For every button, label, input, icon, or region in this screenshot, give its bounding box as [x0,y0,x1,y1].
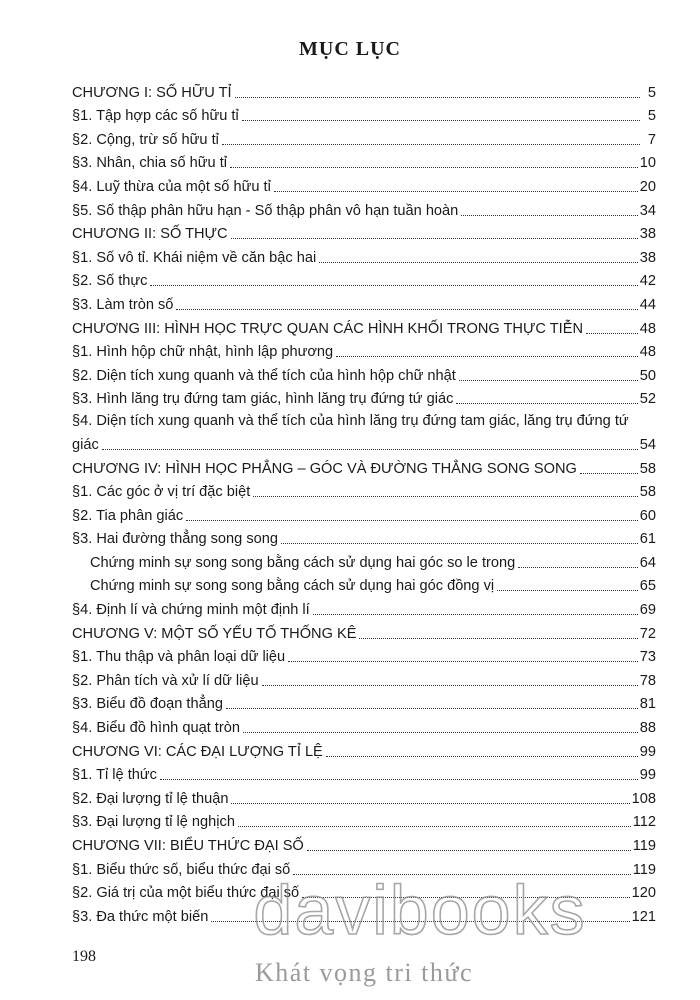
toc-entry [72,454,656,478]
leader-dots [238,825,631,827]
toc-entry [72,478,656,502]
toc-entry-label: §1. Các góc ở vị trí đặc biệt [72,484,251,501]
toc-entry-page: 52 [639,391,656,408]
toc-entry-page: 72 [639,625,656,642]
toc-entry-label: §3. Đại lượng tỉ lệ nghịch [72,814,235,831]
toc-entry [72,690,656,714]
leader-dots [586,332,638,334]
toc-entry [72,149,656,173]
toc-entry [72,196,656,220]
toc-entry [72,172,656,196]
toc-entry-page: 48 [639,320,656,337]
toc-part-2 [72,454,656,926]
toc-entry-label: CHƯƠNG V: MỘT SỐ YẾU TỐ THỐNG KÊ [72,625,357,642]
toc-entry-page: 121 [631,908,656,925]
toc-entry-label: §2. Cộng, trừ số hữu tỉ [72,131,219,148]
toc-entry-page: 60 [639,507,656,524]
leader-dots [456,402,637,404]
leader-dots [235,96,640,98]
leader-dots [253,495,637,497]
page-title: MỤC LỤC [299,38,401,60]
toc-entry-page: 81 [639,696,656,713]
toc-entry [72,643,656,667]
toc-entry [72,102,656,126]
toc-entry-label: §1. Biểu thức số, biểu thức đại số [72,861,291,878]
leader-dots [176,308,637,310]
toc-entry-label: §4. Biểu đồ hình quạt tròn [72,720,240,737]
toc-entry-label: §3. Nhân, chia số hữu tỉ [72,155,227,172]
toc-entry [72,595,656,619]
toc-entry-label: §3. Biểu đồ đoạn thẳng [72,696,223,713]
toc-entry [72,666,656,690]
toc-entry-label: Chứng minh sự song song bằng cách sử dụng hai góc đồng vị [90,578,495,595]
toc-entry [72,290,656,314]
toc-entry-page: 119 [632,838,656,854]
toc-entry [72,314,656,338]
toc-entry [72,737,656,761]
leader-dots [359,637,637,639]
toc-entry-label: CHƯƠNG VII: BIỂU THỨC ĐẠI SỐ [72,838,304,854]
toc-entry-label: CHƯƠNG III: HÌNH HỌC TRỰC QUAN CÁC HÌNH KHỐI TRONG THỰC TIỄN [72,320,583,337]
toc-entry-page: 99 [639,767,656,784]
toc-entry-page: 120 [631,885,656,902]
leader-dots [461,214,637,216]
toc-entry-label: §1. Hình hộp chữ nhật, hình lập phương [72,344,334,361]
toc-entry-label-line2: giác [72,436,99,453]
toc-entry-label: CHƯƠNG IV: HÌNH HỌC PHẲNG – GÓC VÀ ĐƯỜNG THẲNG SONG SONG [72,460,577,477]
toc-entry-page: 5 [647,84,656,101]
leader-dots [160,778,638,780]
leader-dots [230,166,638,168]
toc-entry-label: §3. Đa thức một biến [72,908,209,925]
toc-entry-label: §2. Đại lượng tỉ lệ thuận [72,790,229,807]
leader-dots [231,802,629,804]
toc-entry [72,243,656,267]
toc-entry [72,619,656,643]
toc-entry-page: 42 [639,273,656,290]
toc-entry-label: §2. Số thực [72,273,148,290]
toc-entry [72,385,656,409]
toc-entry-page: 48 [639,344,656,361]
page-number: 198 [72,948,96,965]
leader-dots [231,237,638,239]
toc-entry-label: CHƯƠNG II: SỐ THỰC [72,226,228,243]
toc-entry-label: Chứng minh sự song song bằng cách sử dụng hai góc so le trong [90,554,516,571]
toc-entry-label-line1: §4. Diện tích xung quanh và thể tích của hình lăng trụ đứng tam giác, lăng trụ đứng tứ [72,413,629,430]
leader-dots [518,566,638,568]
toc-entry [72,220,656,244]
toc-entry-page: 64 [639,554,656,571]
toc-entry-label: CHƯƠNG VI: CÁC ĐẠI LƯỢNG TỈ LỆ [72,743,323,760]
toc-entry-label: §5. Số thập phân hữu hạn - Số thập phân vô hạn tuần hoàn [72,202,459,219]
toc-entry [72,831,656,855]
toc-entry-label: CHƯƠNG I: SỐ HỮU TỈ [72,84,232,101]
toc-entry [72,808,656,832]
toc-entry-label: §3. Hai đường thẳng song song [72,531,278,548]
toc-entry-page: 38 [639,249,656,266]
toc-entry [72,267,656,291]
toc-entry [72,548,656,572]
leader-dots [262,684,638,686]
toc-entry-page: 99 [639,743,656,760]
toc-entry [72,338,656,362]
toc-wrapped-entry [72,408,656,454]
toc-entry-label: §1. Thu thập và phân loại dữ liệu [72,649,286,666]
toc-entry-page: 88 [639,720,656,737]
leader-dots [319,261,638,263]
toc-entry [72,430,656,454]
toc-entry [72,713,656,737]
leader-dots [102,448,638,450]
leader-dots [580,472,638,474]
watermark-logo: davibooks [253,871,587,949]
toc-entry [72,125,656,149]
toc-entry-page: 54 [639,436,656,453]
toc-entry-label: §4. Luỹ thừa của một số hữu tỉ [72,178,271,195]
leader-dots [242,119,640,121]
toc-entry-page: 7 [647,131,656,148]
leader-dots [336,355,638,357]
toc-entry-page: 58 [639,460,656,477]
toc-entry-label: §2. Diện tích xung quanh và thể tích của hình hộp chữ nhật [72,367,456,384]
toc-entry [72,525,656,549]
leader-dots [459,379,638,381]
toc-entry-label: §1. Tập hợp các số hữu tỉ [72,108,239,125]
leader-dots [326,755,638,757]
toc-entry [72,501,656,525]
toc-entry-page: 44 [639,296,656,313]
table-of-contents [72,78,656,926]
leader-dots [274,190,638,192]
toc-entry [72,361,656,385]
toc-entry-page: 58 [639,484,656,501]
toc-entry-page: 10 [639,155,656,172]
toc-entry-page: 112 [632,814,656,831]
watermark-tagline: Khát vọng tri thức [255,958,474,987]
toc-entry-label: §4. Định lí và chứng minh một định lí [72,602,310,619]
toc-entry-label: §2. Phân tích và xử lí dữ liệu [72,672,259,689]
toc-entry-page: 65 [639,578,656,595]
toc-entry [72,784,656,808]
toc-entry-label: §3. Làm tròn số [72,296,174,313]
toc-entry-label: §2. Giá trị của một biểu thức đại số [72,885,300,902]
toc-entry-page: 69 [639,602,656,619]
toc-entry-label: §2. Tia phân giác [72,507,184,524]
leader-dots [222,143,640,145]
toc-part-1 [72,78,656,408]
toc-entry-label: §1. Số vô tỉ. Khái niệm về căn bậc hai [72,249,317,266]
leader-dots [313,613,638,615]
leader-dots [307,849,631,851]
toc-entry [72,761,656,785]
toc-entry-page: 50 [639,367,656,384]
toc-entry-page: 119 [632,861,656,878]
toc-entry [72,572,656,596]
leader-dots [150,284,637,286]
toc-entry-label: §3. Hình lăng trụ đứng tam giác, hình lăng trụ đứng tứ giác [72,391,454,408]
leader-dots [288,660,638,662]
toc-entry-page: 38 [639,226,656,243]
leader-dots [226,707,638,709]
toc-entry [72,78,656,102]
leader-dots [186,519,638,521]
toc-entry-page: 108 [631,790,656,807]
toc-entry-page: 73 [639,649,656,666]
leader-dots [243,731,638,733]
leader-dots [497,589,638,591]
leader-dots [281,542,638,544]
toc-entry-page: 5 [647,108,656,125]
toc-entry-label: §1. Tỉ lệ thức [72,767,157,784]
toc-entry-page: 34 [639,202,656,219]
toc-entry-page: 78 [639,672,656,689]
toc-entry-page: 20 [639,178,656,195]
toc-entry-page: 61 [639,531,656,548]
